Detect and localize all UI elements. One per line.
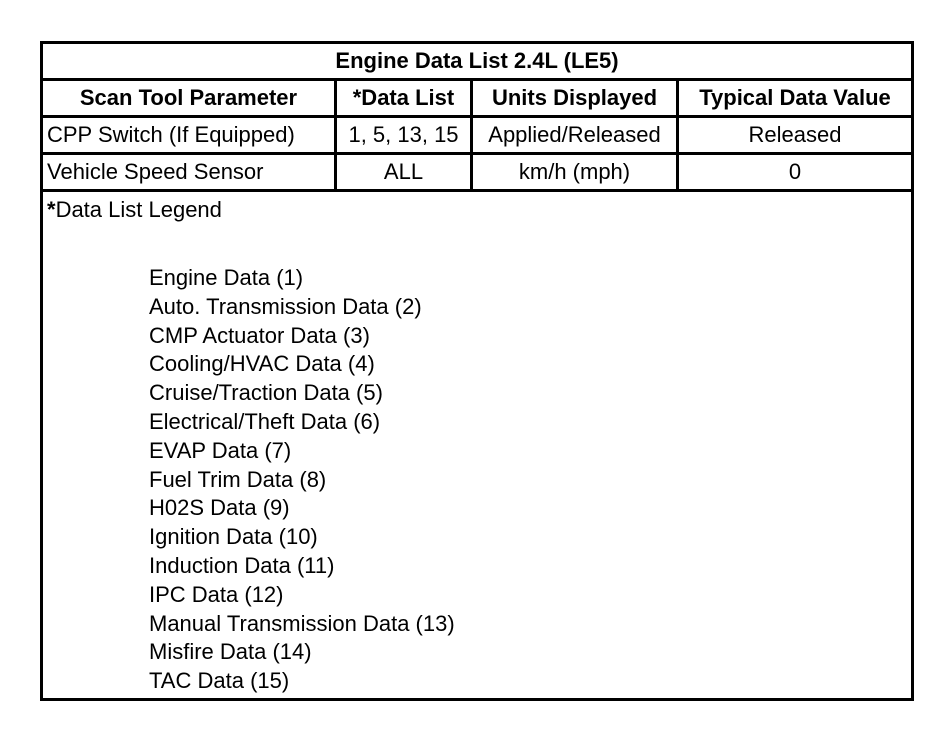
units-cell: km/h (mph): [472, 154, 678, 191]
column-header-data-list: *Data List: [336, 80, 472, 117]
legend-item: Fuel Trim Data (8): [149, 466, 327, 492]
column-header-parameter: Scan Tool Parameter: [42, 80, 336, 117]
legend-heading: [47, 198, 907, 222]
legend-heading-text: Data List Legend: [55, 197, 222, 222]
table-row: [42, 154, 913, 191]
legend-item: CMP Actuator Data (3): [149, 322, 370, 348]
legend-item: Ignition Data (10): [149, 524, 318, 550]
data-list-cell: ALL: [336, 154, 472, 191]
legend-cell: [42, 191, 913, 700]
typical-value-cell: Released: [678, 117, 913, 154]
legend-list: [149, 264, 907, 696]
legend-item: EVAP Data (7): [149, 437, 292, 463]
table-header-row: [42, 80, 913, 117]
legend-item: Cruise/Traction Data (5): [149, 380, 383, 406]
table-title: Engine Data List 2.4L (LE5): [42, 43, 913, 80]
legend-row: [42, 191, 913, 700]
legend-item: Misfire Data (14): [149, 639, 312, 665]
parameter-cell: Vehicle Speed Sensor: [42, 154, 336, 191]
table-title-row: [42, 43, 913, 80]
parameter-cell: CPP Switch (If Equipped): [42, 117, 336, 154]
legend-item: Auto. Transmission Data (2): [149, 293, 422, 319]
table-row: [42, 117, 913, 154]
legend-item: Manual Transmission Data (13): [149, 610, 455, 636]
typical-value-cell: 0: [678, 154, 913, 191]
legend-item: TAC Data (15): [149, 668, 290, 694]
legend-item: Electrical/Theft Data (6): [149, 408, 381, 434]
column-header-typical-value: Typical Data Value: [678, 80, 913, 117]
legend-asterisk: *: [47, 197, 56, 222]
legend-item: Cooling/HVAC Data (4): [149, 351, 375, 377]
units-cell: Applied/Released: [472, 117, 678, 154]
legend-item: IPC Data (12): [149, 581, 284, 607]
legend-item: H02S Data (9): [149, 495, 290, 521]
data-list-cell: 1, 5, 13, 15: [336, 117, 472, 154]
legend-item: Induction Data (11): [149, 552, 335, 578]
legend-item: Engine Data (1): [149, 265, 304, 290]
column-header-units: Units Displayed: [472, 80, 678, 117]
engine-data-table: [40, 41, 914, 701]
